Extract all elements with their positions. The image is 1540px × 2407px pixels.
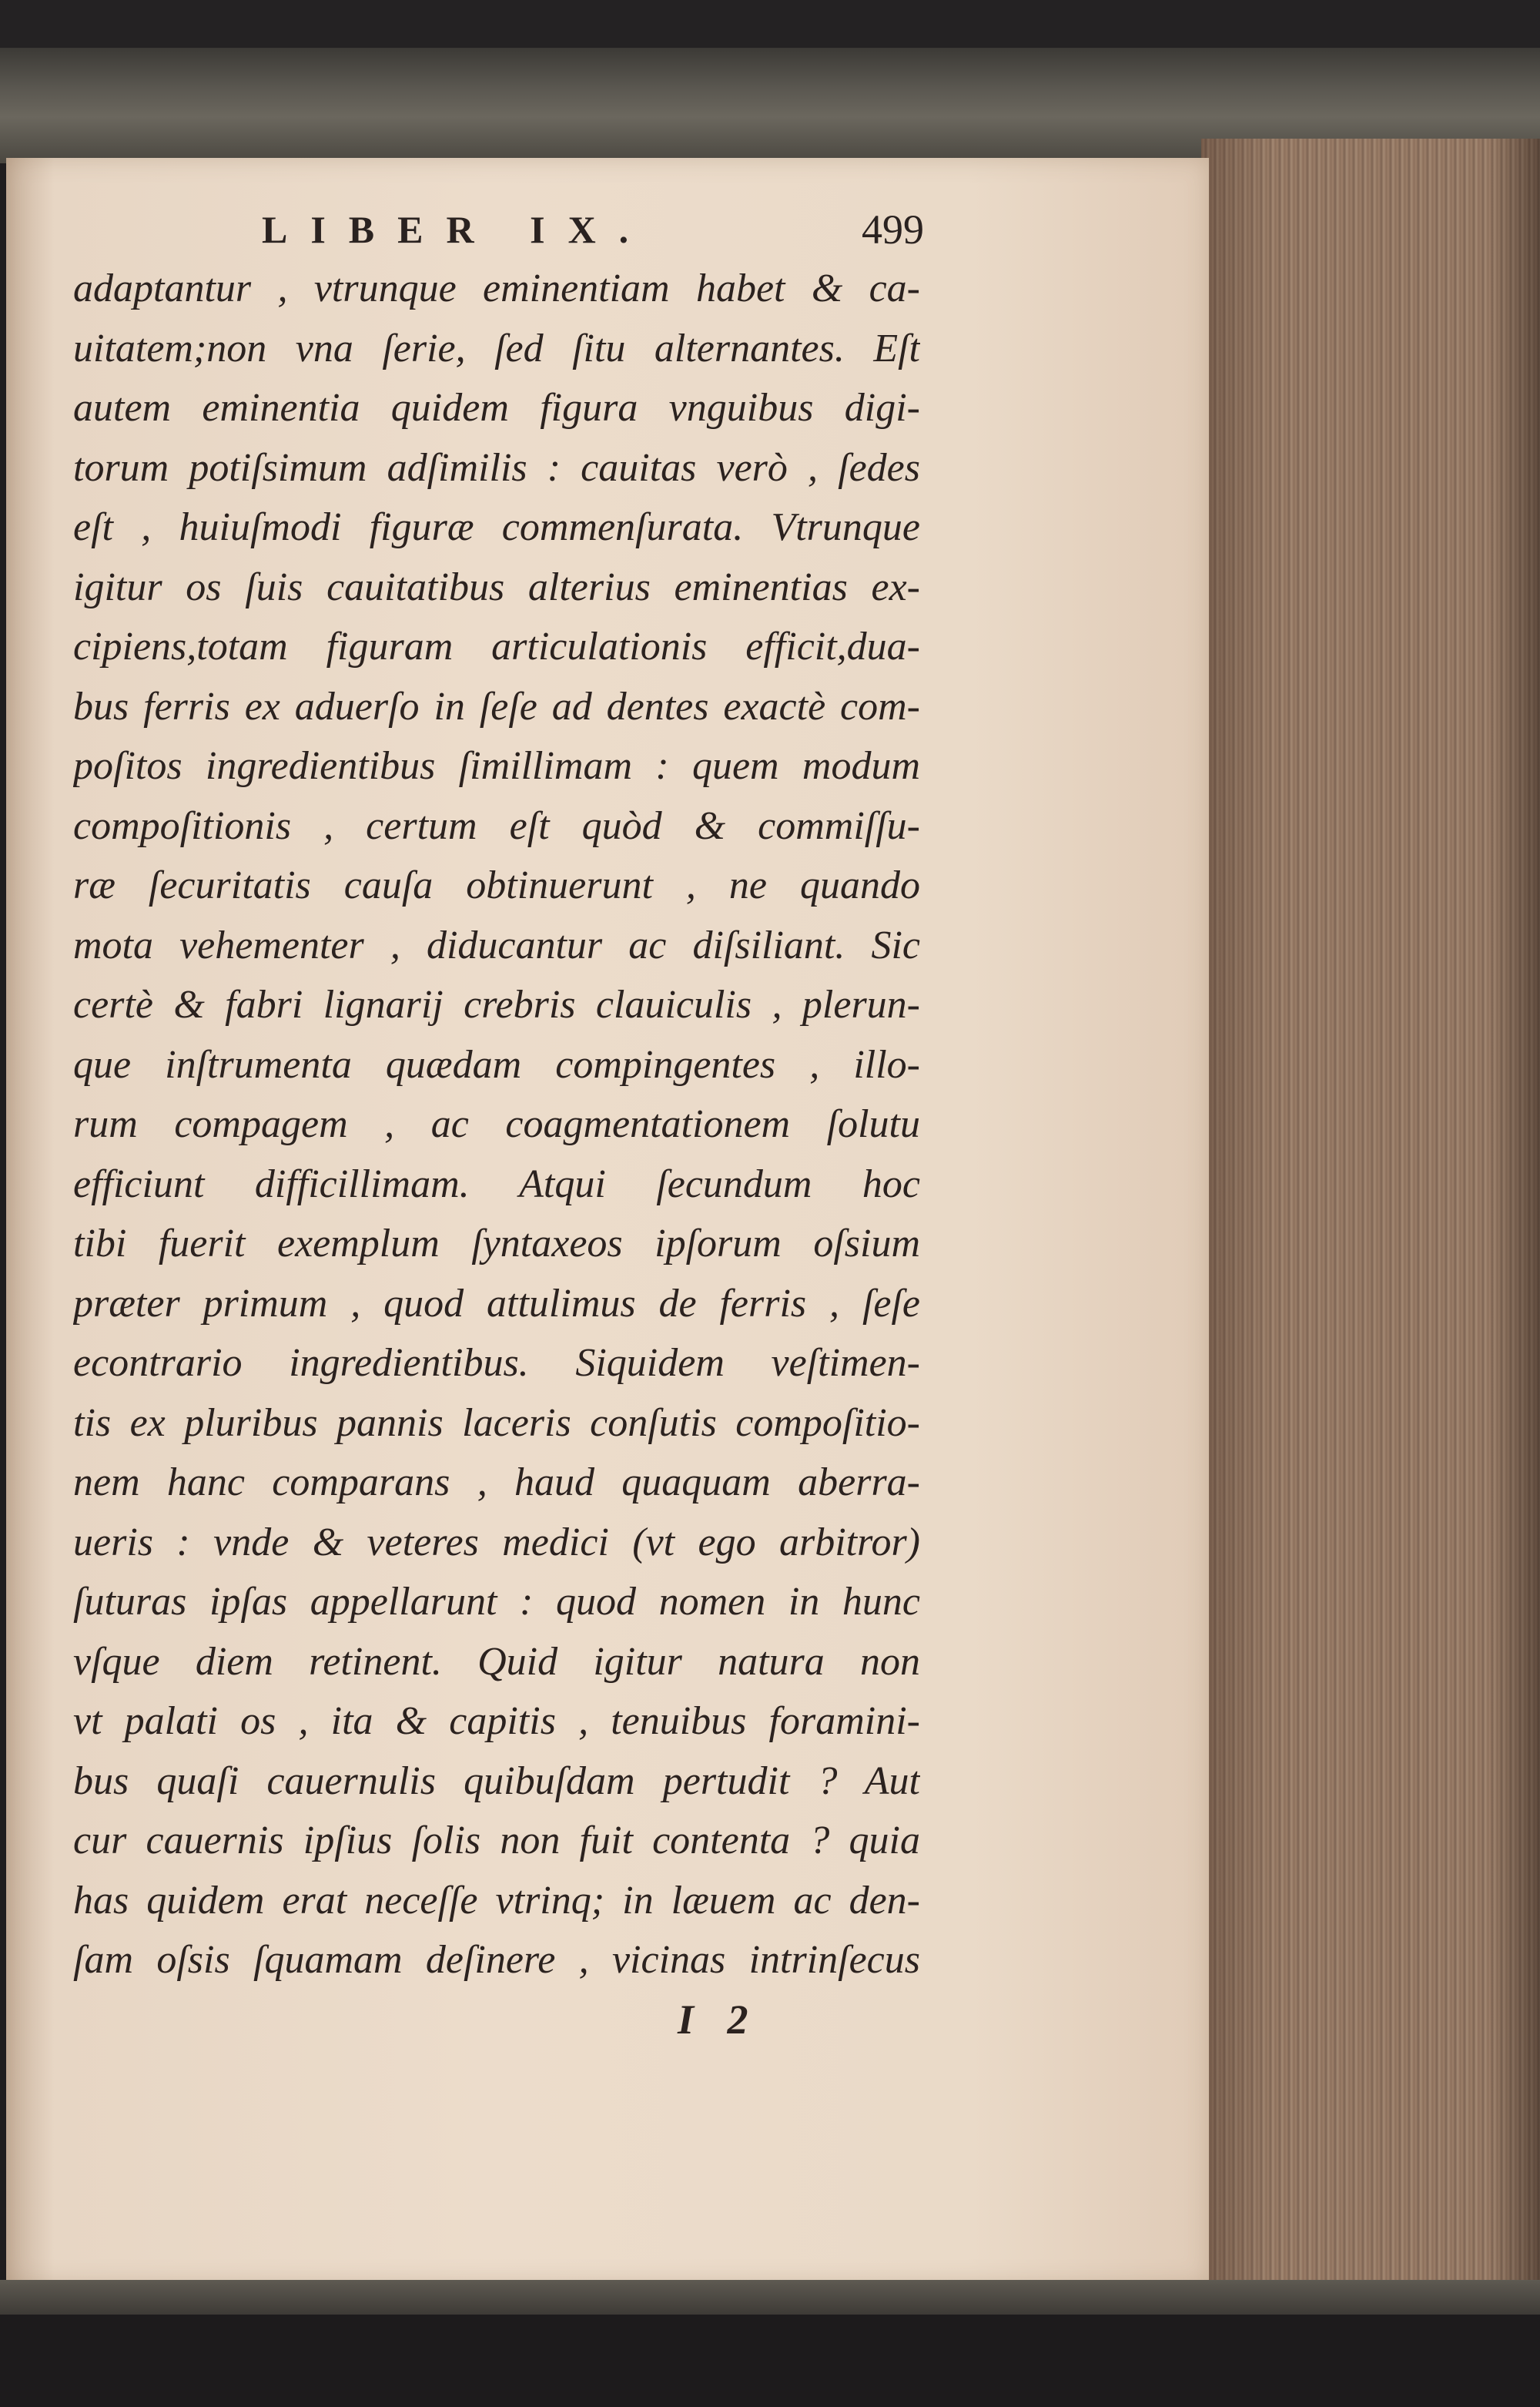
text-line: uitatem;non vna ſerie, ſed ſitu alternantes. Eſt	[73, 326, 920, 370]
text-line: certè & fabri lignarij crebris clauiculis , plerun-	[73, 983, 920, 1027]
body-text	[73, 259, 920, 1990]
book-cover-bottom	[0, 2280, 1540, 2318]
text-line: has quidem erat neceſſe vtrinq; in læuem ac den-	[73, 1878, 920, 1923]
page-number: 499	[862, 206, 924, 253]
text-line: vſque diem retinent. Quid igitur natura non	[73, 1639, 920, 1684]
running-title: LIBER IX.	[262, 208, 652, 251]
text-line: adaptantur , vtrunque eminentiam habet & ca-	[73, 267, 920, 310]
page-header	[262, 206, 924, 254]
text-line: eſt , huiuſmodi figuræ commenſurata. Vtrunque	[73, 505, 920, 549]
text-line: ueris : vnde & veteres medici (vt ego arbitror)	[73, 1520, 920, 1564]
text-line: ſam oſsis ſquamam deſinere , vicinas intrinſecus	[73, 1938, 920, 1982]
text-line: poſitos ingredientibus ſimillimam : quem modum	[73, 744, 920, 788]
background-top	[0, 0, 1540, 54]
text-line: torum potiſsimum adſimilis : cauitas verò , ſedes	[73, 445, 920, 490]
text-line: ræ ſecuritatis cauſa obtinuerunt , ne quando	[73, 863, 920, 907]
text-line: compoſitionis , certum eſt quòd & commiſſu-	[73, 803, 920, 848]
text-line: que inſtrumenta quædam compingentes , illo-	[73, 1042, 920, 1087]
page-edges	[1201, 139, 1540, 2303]
text-line: bus ferris ex aduerſo in ſeſe ad dentes exactè com-	[73, 684, 920, 729]
text-line: cipiens,totam figuram articulationis efficit,dua-	[73, 625, 920, 669]
text-line: tibi fuerit exemplum ſyntaxeos ipſorum oſsium	[73, 1222, 920, 1266]
text-line: autem eminentia quidem figura vnguibus digi-	[73, 386, 920, 430]
text-line: econtrario ingredientibus. Siquidem veſtimen-	[73, 1341, 920, 1385]
text-line: vt palati os , ita & capitis , tenuibus foramini-	[73, 1699, 920, 1743]
text-line: rum compagem , ac coagmentationem ſolutu	[73, 1102, 920, 1146]
text-line: cur cauernis ipſius ſolis non fuit contenta ? quia	[73, 1819, 920, 1862]
text-line: nem hanc comparans , haud quaquam aberra-	[73, 1460, 920, 1504]
text-line: efficiunt difficillimam. Atqui ſecundum hoc	[73, 1162, 920, 1206]
text-line: præter primum , quod attulimus de ferris , ſeſe	[73, 1281, 920, 1326]
background-bottom	[0, 2315, 1540, 2407]
text-line: ſuturas ipſas appellarunt : quod nomen in hunc	[73, 1580, 920, 1624]
signature-mark: I 2	[678, 1996, 748, 2043]
text-line: igitur os ſuis cauitatibus alterius eminentias ex-	[73, 565, 920, 609]
text-line: bus quaſi cauernulis quibuſdam pertudit ? Aut	[73, 1758, 920, 1803]
text-line: mota vehementer , diducantur ac diſsiliant. Sic	[73, 923, 920, 967]
text-line: tis ex pluribus pannis laceris conſutis compoſitio-	[73, 1400, 920, 1445]
